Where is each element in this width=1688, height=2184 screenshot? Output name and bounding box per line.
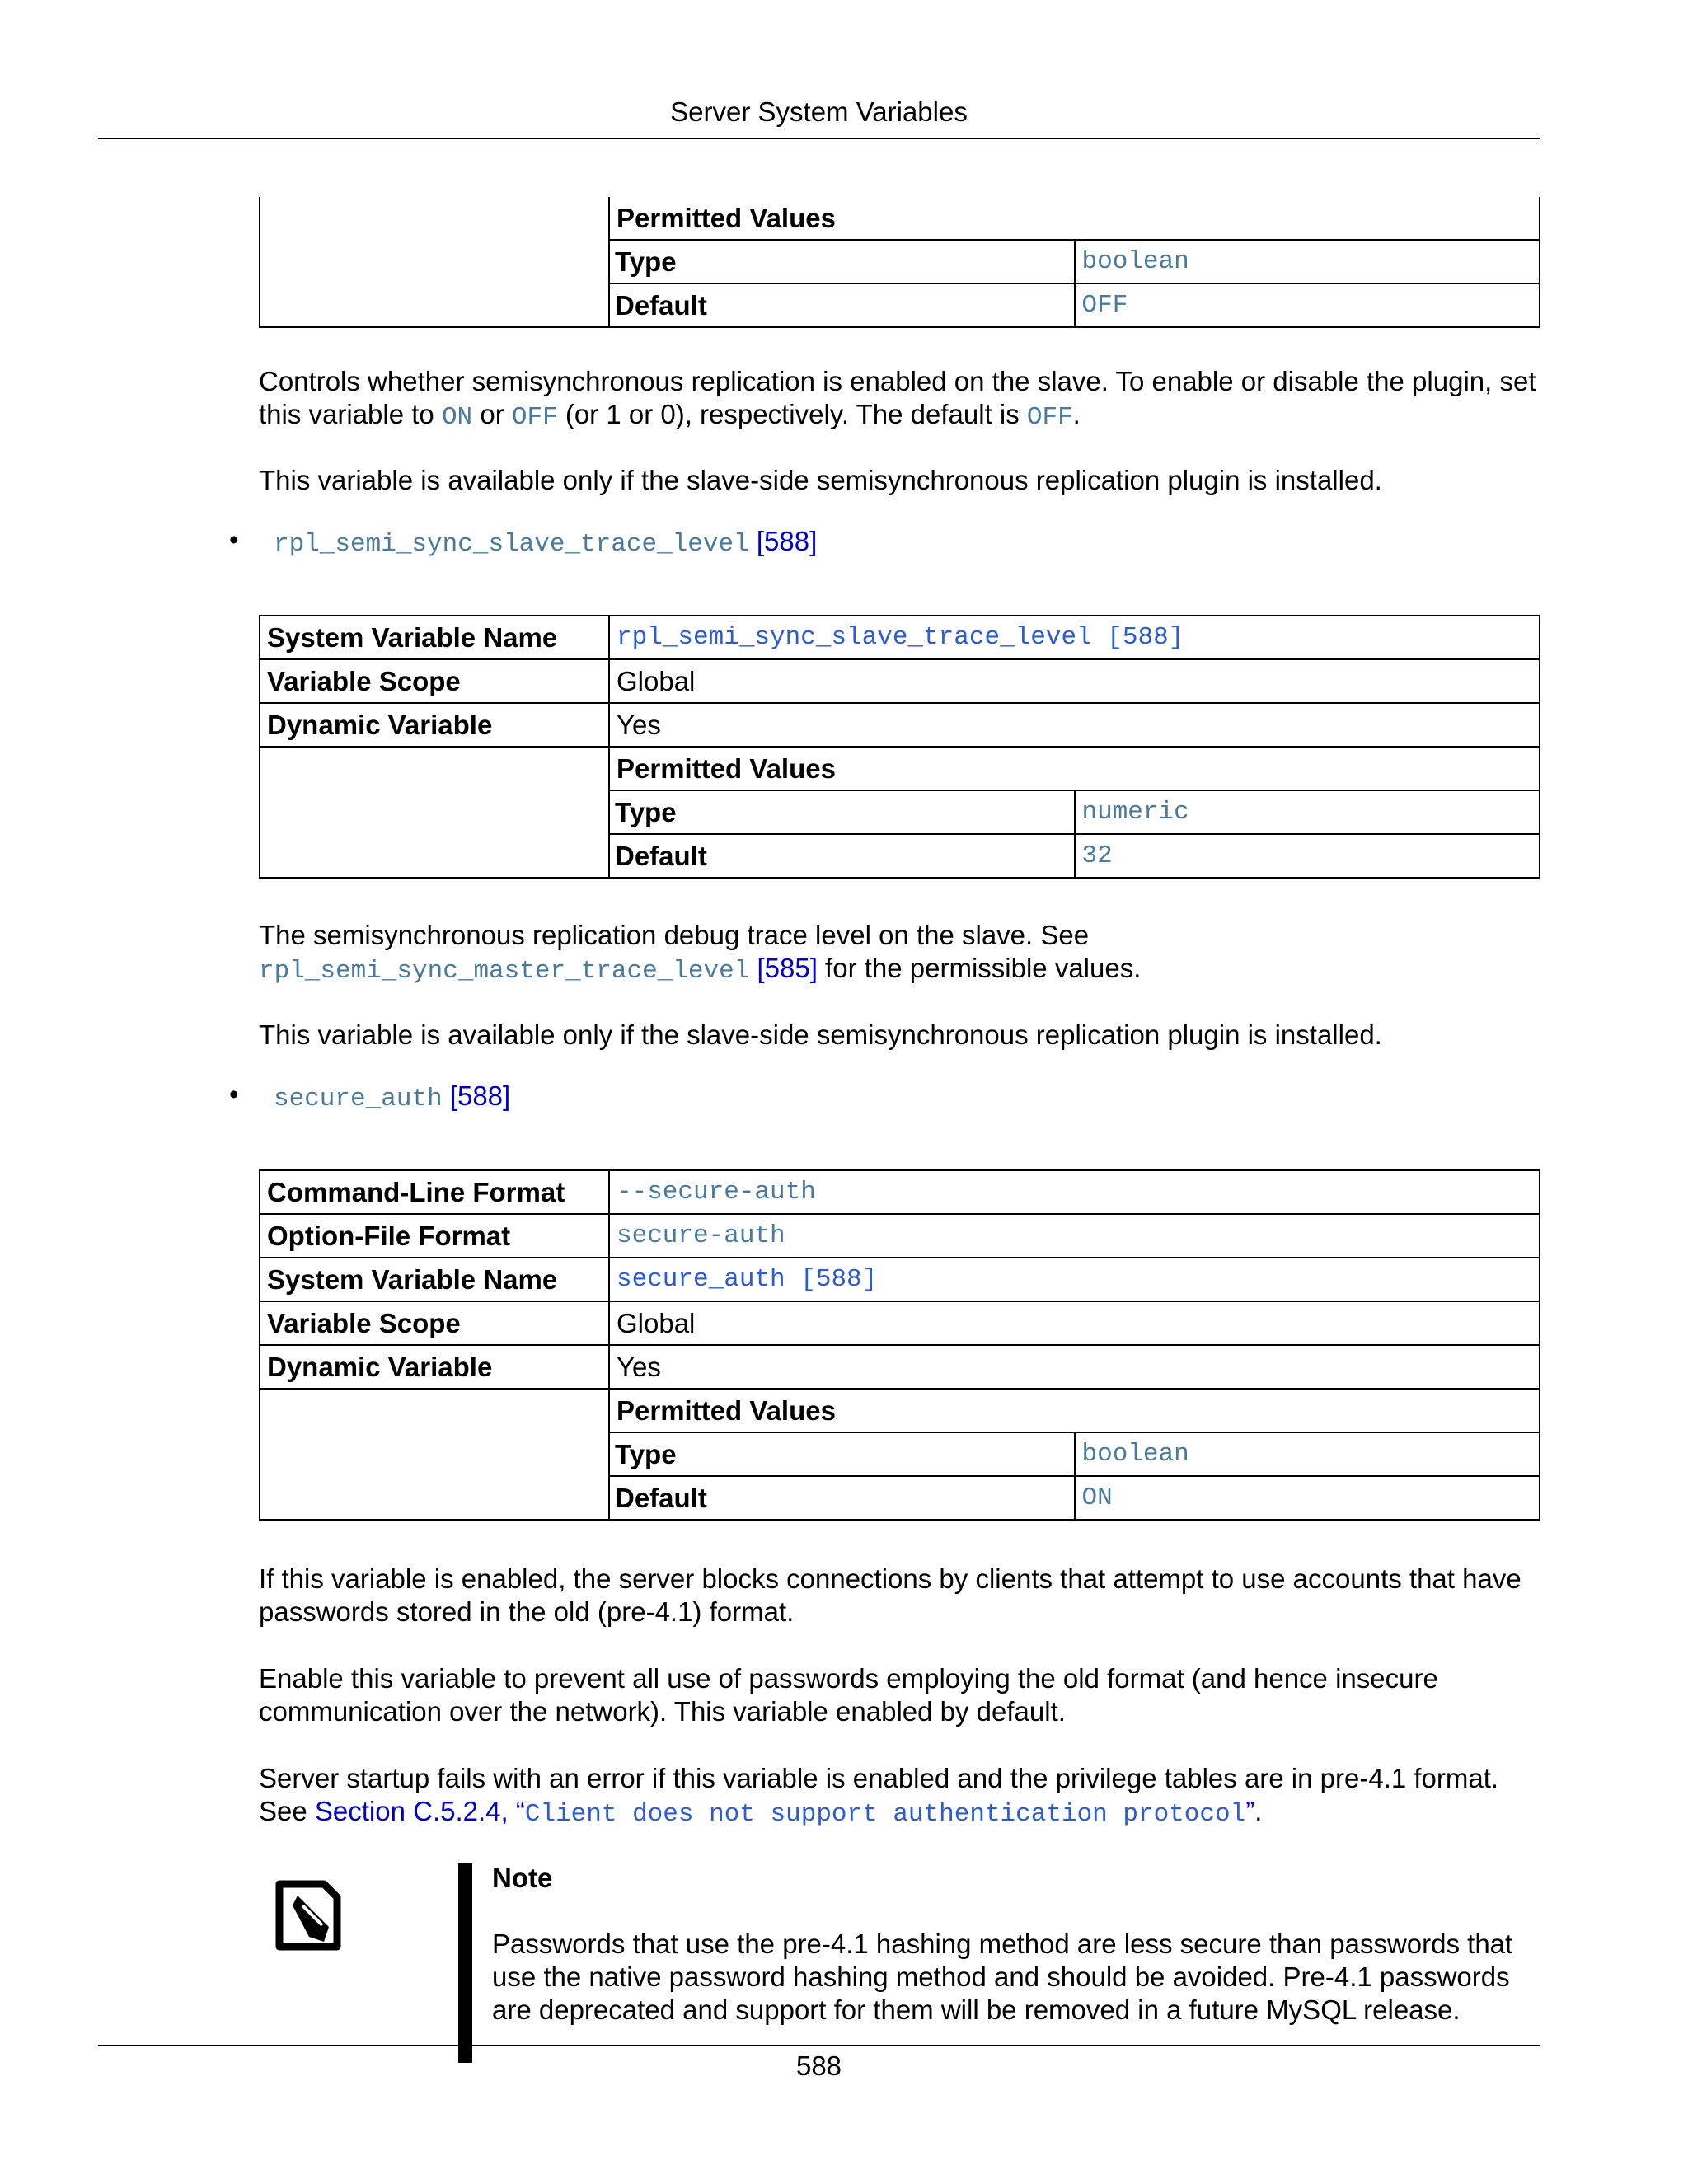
blank-cell (260, 197, 609, 327)
bullet-dot: • (229, 524, 239, 555)
type-label: Type (609, 790, 1075, 834)
sysvar-value-link[interactable]: secure_auth [588] (609, 1258, 1540, 1301)
note-icon (273, 1877, 344, 1953)
page-header-title: Server System Variables (670, 96, 968, 127)
permitted-values-label: Permitted Values (609, 197, 1540, 240)
dynamic-label: Dynamic Variable (260, 703, 609, 747)
text-run: or (472, 399, 512, 429)
master-trace-level-link[interactable]: rpl_semi_sync_master_trace_level (259, 957, 750, 986)
paragraph-trace-level (259, 919, 1540, 988)
scope-label: Variable Scope (260, 1301, 609, 1345)
blank-cell (260, 1389, 609, 1520)
variable-name-link[interactable]: secure_auth (274, 1085, 443, 1113)
default-value: OFF (1075, 284, 1540, 327)
footer-rule (98, 2045, 1540, 2046)
permitted-values-label: Permitted Values (609, 747, 1540, 790)
secure-auth-variable-table (259, 1169, 1540, 1521)
sysvar-label: System Variable Name (260, 1258, 609, 1301)
type-label: Type (609, 1432, 1075, 1476)
cmdline-value: --secure-auth (609, 1170, 1540, 1214)
optfile-label: Option-File Format (260, 1214, 609, 1258)
page-number: 588 (795, 2050, 842, 2081)
scope-value: Global (609, 659, 1540, 703)
section-link-text: Section C.5.2.4, “ (314, 1796, 525, 1826)
text-run: . (1254, 1796, 1263, 1826)
trace-level-variable-table (259, 615, 1540, 879)
default-value: 32 (1075, 834, 1540, 878)
text-run: (or 1 or 0), respectively. The default is (557, 399, 1027, 429)
type-value: boolean (1075, 1432, 1540, 1476)
default-label: Default (609, 1476, 1075, 1520)
default-label: Default (609, 834, 1075, 878)
note-title: Note (492, 1863, 553, 1893)
dynamic-value: Yes (609, 1345, 1540, 1389)
cmdline-label: Command-Line Format (260, 1170, 609, 1214)
page-ref-link[interactable]: [588] (449, 1080, 511, 1111)
code-off-default: OFF (1026, 403, 1073, 432)
text-run: . (1072, 399, 1081, 429)
sysvar-value-link[interactable]: rpl_semi_sync_slave_trace_level [588] (609, 616, 1540, 659)
note-bar (458, 1863, 472, 2063)
permitted-values-label: Permitted Values (609, 1389, 1540, 1432)
default-value: ON (1075, 1476, 1540, 1520)
scope-label: Variable Scope (260, 659, 609, 703)
text-run: for the permissible values. (817, 953, 1142, 983)
section-link-end: ” (1245, 1796, 1255, 1826)
page-ref-link[interactable]: [588] (756, 526, 818, 556)
text-run: The semisynchronous replication debug trace level on the slave. See (259, 920, 1090, 950)
permitted-values-table-continued (259, 197, 1540, 328)
blank-cell (260, 747, 609, 878)
dynamic-label: Dynamic Variable (260, 1345, 609, 1389)
optfile-value: secure-auth (609, 1214, 1540, 1258)
bullet-dot: • (229, 1079, 239, 1109)
type-value: boolean (1075, 240, 1540, 284)
paragraph-startup-fails (259, 1762, 1540, 1831)
section-link[interactable] (314, 1796, 1255, 1829)
sysvar-label: System Variable Name (260, 616, 609, 659)
page-ref-link[interactable]: [585] (757, 953, 818, 983)
paragraph-secure-auth-blocks: If this variable is enabled, the server blocks connections by clients that attempt to use accounts that have passwords stored in the old (pre-4.1) format. (259, 1563, 1522, 1627)
variable-name-link[interactable]: rpl_semi_sync_slave_trace_level (274, 530, 749, 559)
scope-value: Global (609, 1301, 1540, 1345)
paragraph-enable-slave (259, 365, 1540, 434)
default-label: Default (609, 284, 1075, 327)
header-rule (98, 138, 1540, 139)
type-value: numeric (1075, 790, 1540, 834)
code-off: OFF (511, 403, 558, 432)
note-text: Passwords that use the pre-4.1 hashing method are less secure than passwords that use the native password hashing method and should be avoided. Pre-4.1 passwords are deprecated and support for them will be removed in a future MySQL release. (492, 1929, 1513, 2025)
text-run: Controls whether semisynchronous replication is enabled on the slave. To enable or disable the plugin, set this variable to (259, 366, 1536, 429)
dynamic-value: Yes (609, 703, 1540, 747)
section-link-code: Client does not support authentication protocol (524, 1800, 1246, 1829)
paragraph-secure-auth-enable: Enable this variable to prevent all use of passwords employing the old format (and hence insecure communication over the network). This variable enabled by default. (259, 1663, 1438, 1727)
code-on: ON (441, 403, 473, 432)
paragraph-availability-1: This variable is available only if the slave-side semisynchronous replication plugin is installed. (259, 465, 1382, 495)
type-label: Type (609, 240, 1075, 284)
text-run: Server startup fails with an error if this variable is enabled and the privilege tables are in pre-4.1 format. See (259, 1763, 1499, 1826)
paragraph-availability-2: This variable is available only if the slave-side semisynchronous replication plugin is installed. (259, 1019, 1382, 1050)
